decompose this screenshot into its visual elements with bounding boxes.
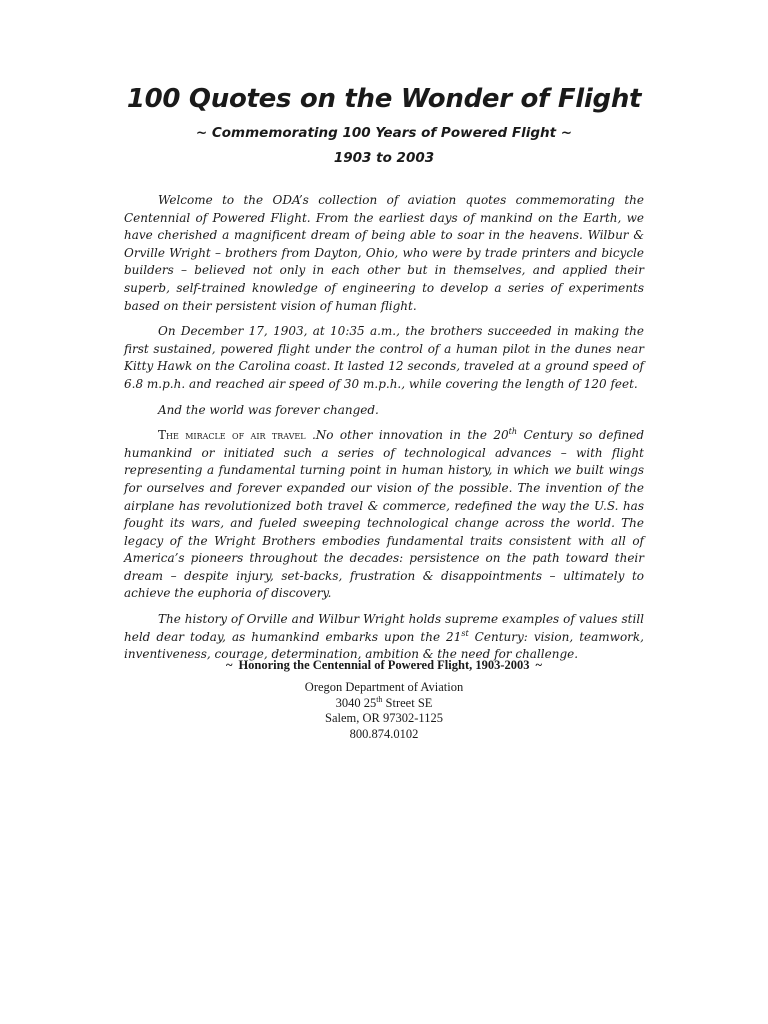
address-block (0, 680, 768, 742)
paragraph-miracle (124, 427, 644, 603)
address-organization: Oregon Department of Aviation (304, 680, 464, 694)
paragraph-miracle-text-a: .No other innovation in the 20 (305, 428, 509, 443)
document-subtitle: ~ Commemorating 100 Years of Powered Flight ~ (195, 125, 573, 141)
document-title: 100 Quotes on the Wonder of Flight (126, 84, 642, 114)
paragraph-history-text-b: Century: vision, teamwork, inventiveness, courage, determination, ambition & the need for challenge. (124, 629, 644, 662)
address-phone: 800.874.0102 (349, 726, 419, 741)
paragraph-world-changed: And the world was forever changed. (158, 402, 379, 417)
paragraph-history-superscript: st (461, 628, 469, 638)
footer-tilde-left: ~ (225, 658, 233, 672)
body-text (124, 192, 644, 672)
footer-heading (0, 658, 768, 673)
address-city: Salem, OR 97302-1125 (325, 711, 443, 725)
paragraph-welcome: Welcome to the ODA’s collection of aviation quotes commemorating the Centennial of Powered Flight. From the earliest days of mankind on the Earth, we have cherished a magnificent dream of being able to soar in the heavens. Wilbur & Orville Wright – brothers from Dayton, Ohio, who were by trade printers and bicycle builders – believed not only in each other but in themselves, and applied their superb, self-trained knowledge of engineering to develop a series of experiments based on their persistent vision of human flight. (124, 193, 644, 313)
paragraph-miracle-text-b: Century so defined humankind or initiated such a series of technological advances – with flight representing a fundamental turning point in human history, in which we built wings for ourselves and forever expanded our vision of the possible. The invention of the airplane has revolutionized both travel & commerce, redefined the way the U.S. has fought its wars, and fueled sweeping technological change across the world. The legacy of the Wright Brothers embodies fundamental traits consistent with all of America’s pioneers throughout the decades: persistence on the path toward their dream – despite injury, set-backs, frustration & disappointments – ultimately to achieve the euphoria of discovery. (124, 428, 644, 601)
footer-heading-text: Honoring the Centennial of Powered Flight, 1903-2003 (238, 658, 530, 672)
address-street-number: 3040 25 (335, 695, 377, 710)
paragraph-miracle-superscript: th (508, 427, 518, 437)
address-street-name: Street SE (382, 695, 433, 710)
paragraph-december-17: On December 17, 1903, at 10:35 a.m., the brothers succeeded in making the first sustained, powered flight under the control of a human pilot in the dunes near Kitty Hawk on the Carolina coast. It lasted 12 seconds, traveled at a ground speed of 6.8 m.p.h. and reached air speed of 30 m.p.h., while covering the length of 120 feet. (124, 324, 644, 391)
document-years: 1903 to 2003 (333, 150, 435, 166)
paragraph-history (124, 611, 644, 664)
paragraph-history-text-a: The history of Orville and Wilbur Wright holds supreme examples of values still held dear today, as humankind embarks upon the 21 (124, 612, 644, 644)
paragraph-miracle-lead: The miracle of air travel (158, 428, 306, 443)
footer-tilde-right: ~ (535, 658, 543, 672)
address-street-superscript: th (376, 694, 383, 704)
address-street (0, 696, 768, 712)
